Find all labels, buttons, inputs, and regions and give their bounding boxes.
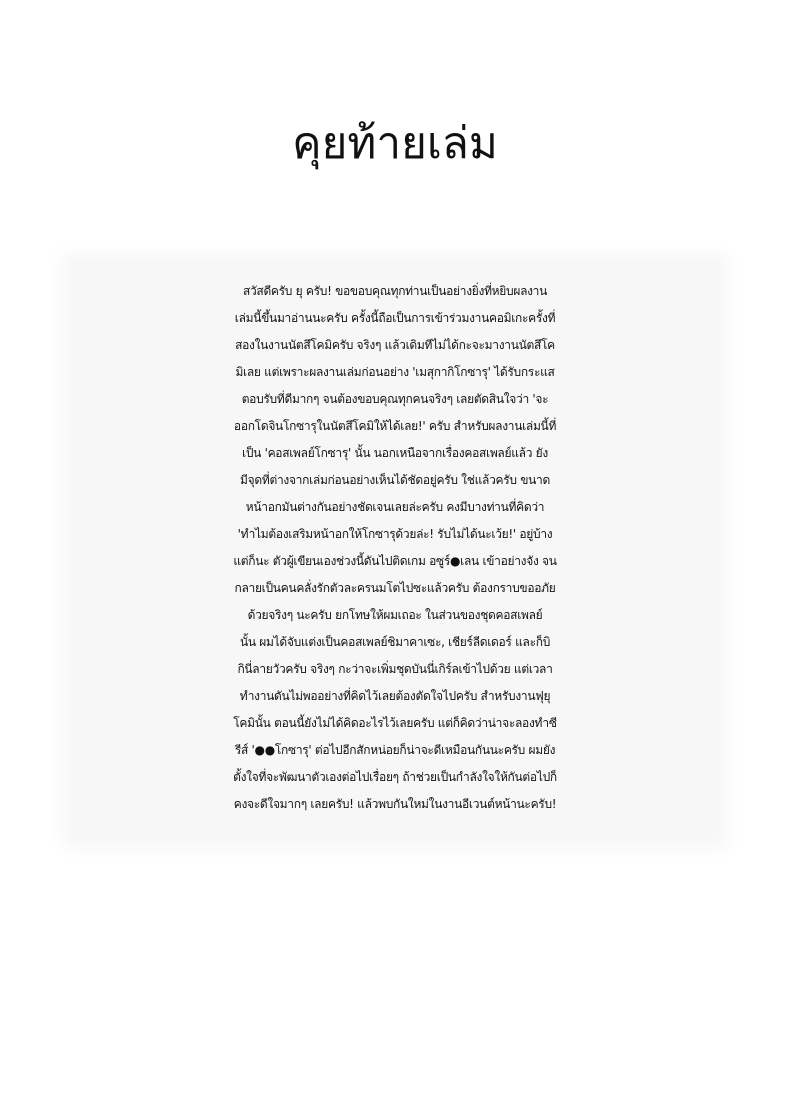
body-line: มิเลย แต่เพราะผลงานเล่มก่อนอย่าง 'เมสุกากิโกซารุ' ได้รับกระแส — [235, 365, 555, 379]
body-line: กลายเป็นคนคลั่งรักตัวละครนมโตไปซะแล้วครับ ต้องกราบขออภัย — [234, 581, 556, 595]
afterword-text-block — [72, 262, 718, 840]
body-line: โคมินั้น ตอนนี้ยังไม่ได้คิดอะไรไว้เลยครับ แต่ก็คิดว่าน่าจะลองทำซี — [233, 716, 557, 730]
body-line: รีส์ '●●โกซารุ' ต่อไปอีกสักหน่อยก็น่าจะดีเหมือนกันนะครับ ผมยัง — [234, 743, 556, 757]
body-line: นั้น ผมได้จับแต่งเป็นคอสเพลย์ชิมาคาเซะ, เชียร์ลีดเดอร์ และก็บิ — [239, 635, 551, 649]
body-line: สวัสดีครับ ยุ ครับ! ขอขอบคุณทุกท่านเป็นอย่างยิ่งที่หยิบผลงาน — [242, 284, 548, 298]
afterword-body — [72, 278, 718, 818]
body-line: ทำงานดันไม่พออย่างที่คิดไว้เลยต้องตัดใจไปครับ สำหรับงานฟุยุ — [239, 689, 551, 703]
body-line: ตอบรับที่ดีมากๆ จนต้องขอบคุณทุกคนจริงๆ เลยตัดสินใจว่า 'จะ — [241, 392, 549, 406]
body-line: มีจุดที่ต่างจากเล่มก่อนอย่างเห็นได้ชัดอยู่ครับ ใช่แล้วครับ ขนาด — [240, 473, 550, 487]
page-title: คุยท้ายเล่ม — [292, 118, 498, 169]
body-line: ออกโดจินโกซารุในนัตสึโคมิให้ได้เลย!' ครับ สำหรับผลงานเล่มนี้ที่ — [233, 419, 557, 433]
body-line: 'ทำไมต้องเสริมหน้าอกให้โกซารุด้วยล่ะ! รับไม่ได้นะเว้ย!' อยู่บ้าง — [237, 527, 553, 541]
body-line: คงจะดีใจมากๆ เลยครับ! แล้วพบกันใหม่ในงานอีเวนต์หน้านะครับ! — [233, 797, 557, 811]
body-line: สองในงานนัตสึโคมิครับ จริงๆ แล้วเดิมทีไม่ได้กะจะมางานนัตสึโค — [235, 338, 555, 352]
body-line: เป็น 'คอสเพลย์โกซารุ' นั้น นอกเหนือจากเรื่องคอสเพลย์แล้ว ยัง — [242, 446, 548, 460]
body-line: แต่ก็นะ ตัวผู้เขียนเองช่วงนี้ดันไปติดเกม อซูร์●เลน เข้าอย่างจัง จน — [233, 554, 557, 568]
body-line: กินี่ลายวัวครับ จริงๆ กะว่าจะเพิ่มชุดบันนี่เกิร์ลเข้าไปด้วย แต่เวลา — [237, 662, 553, 676]
body-line: ด้วยจริงๆ นะครับ ยกโทษให้ผมเถอะ ในส่วนของชุดคอสเพลย์ — [247, 608, 543, 622]
body-line: หน้าอกมันต่างกันอย่างชัดเจนเลยล่ะครับ คงมีบางท่านที่คิดว่า — [245, 500, 545, 514]
body-line: เล่มนี้ขึ้นมาอ่านนะครับ ครั้งนี้ถือเป็นการเข้าร่วมงานคอมิเกะครั้งที่ — [234, 311, 556, 325]
body-line: ตั้งใจที่จะพัฒนาตัวเองต่อไปเรื่อยๆ ถ้าช่วยเป็นกำลังใจให้กันต่อไปก็ — [233, 770, 557, 784]
